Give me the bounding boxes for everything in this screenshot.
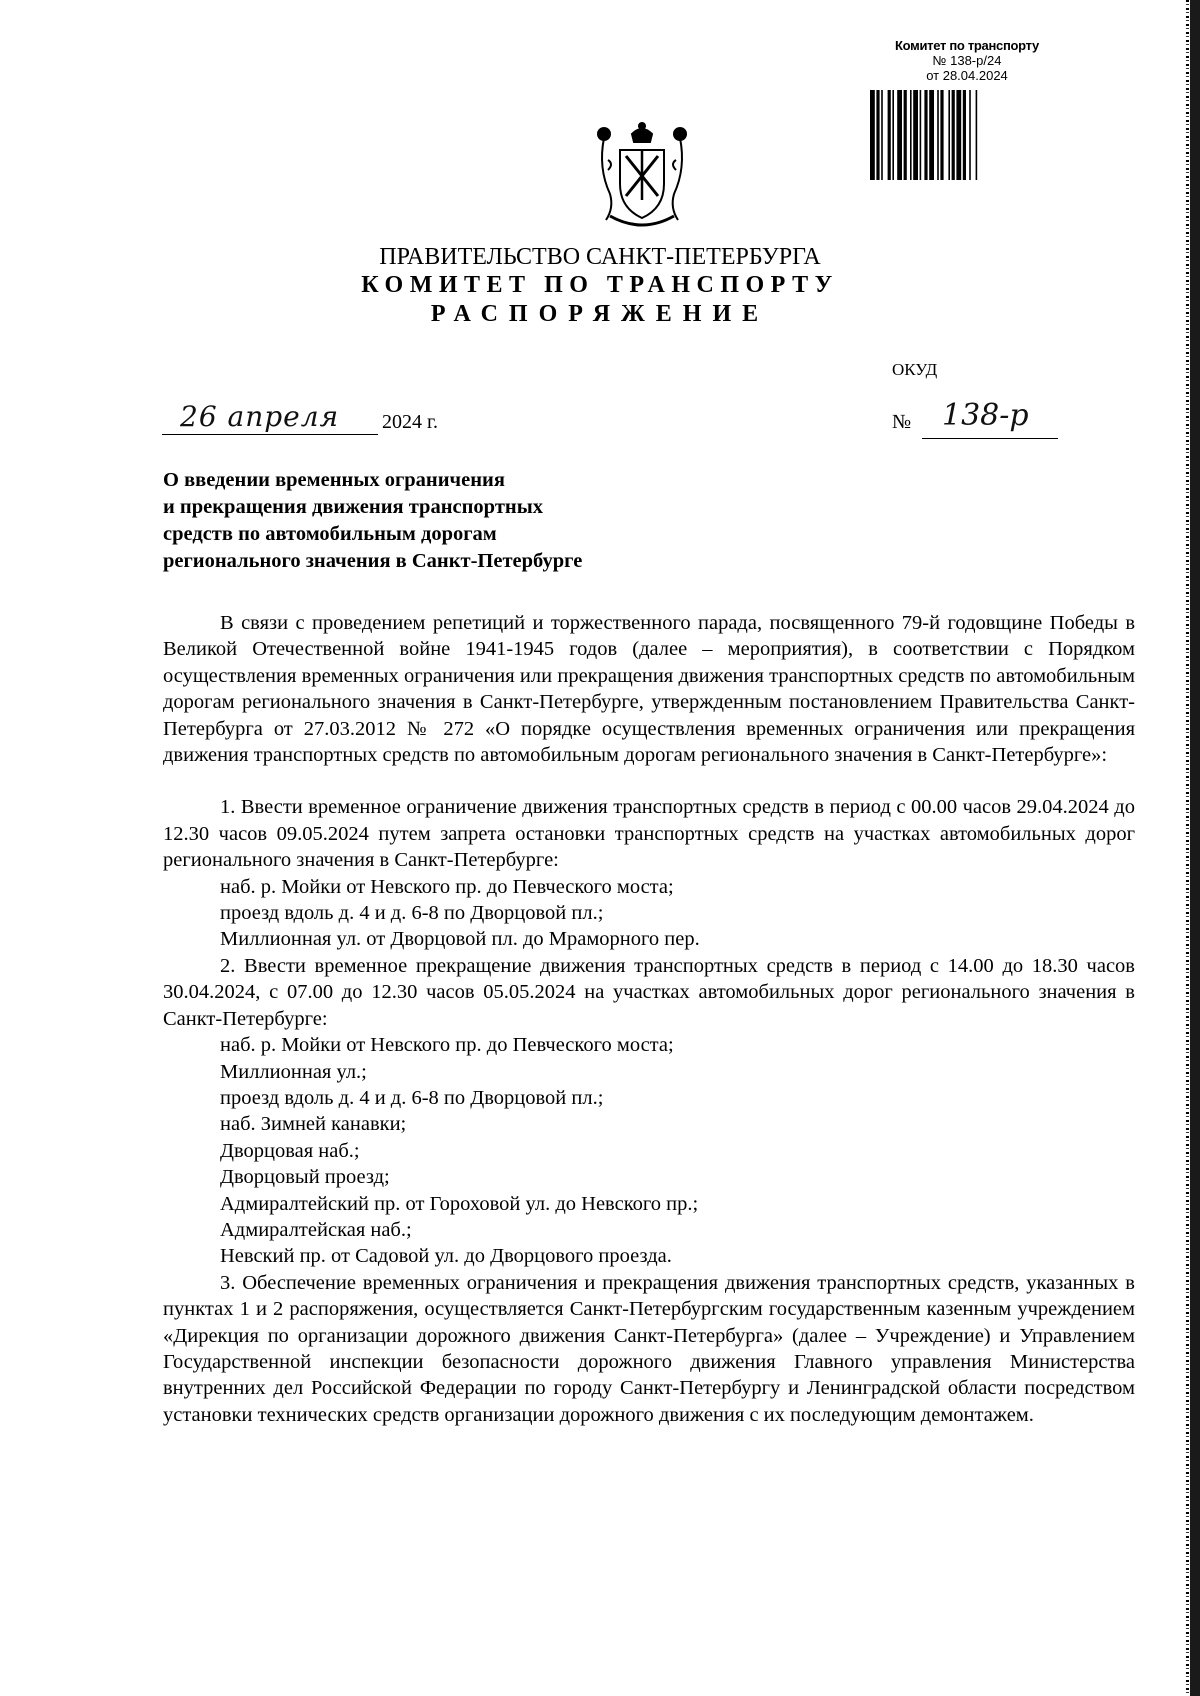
handwritten-date: 26 апреля	[180, 400, 340, 433]
stamp-organization: Комитет по транспорту	[895, 38, 1039, 53]
title-line: О введении временных ограничения	[163, 469, 505, 491]
road-item: Миллионная ул. от Дворцовой пл. до Мраморного пер.	[220, 928, 700, 951]
coat-of-arms-icon	[592, 120, 692, 232]
road-item: проезд вдоль д. 4 и д. 6-8 по Дворцовой пл.;	[220, 902, 604, 925]
preamble-paragraph: В связи с проведением репетиций и торжественного парада, посвященного 79-й годовщине Победы в Великой Отечественной войне 1941-1945 годов (далее – мероприятия), в соответствии с Порядком осуществления временных ограничения или прекращения движения транспортных средств по автомобильным дорогам регионального значения в Санкт-Петербурге, утвержденным постановлением Правительства Санкт-Петербурга от 27.03.2012 № 272 «О порядке осуществления временных ограничения или прекращения движения транспортных средств по автомобильным дорогам регионального значения в Санкт-Петербурге»:	[163, 612, 1135, 767]
title-line: средств по автомобильным дорогам	[163, 523, 497, 545]
road-item: наб. р. Мойки от Невского пр. до Певческого моста;	[220, 875, 674, 898]
item-3-paragraph: 3. Обеспечение временных ограничения и прекращения движения транспортных средств, указанных в пунктах 1 и 2 распоряжения, осуществляется Санкт-Петербургским государственным казенным учреждением «Дирекция по организации дорожного движения Санкт-Петербурга» (далее – Учреждение) и Управлением Государственной инспекции безопасности дорожного движения Главного управления Министерства внутренних дел Российской Федерации по городу Санкт-Петербургу и Ленинградской области посредством установки технических средств организации дорожного движения с их последующим демонтажем.	[163, 1271, 1135, 1426]
title-line: регионального значения в Санкт-Петербурге	[163, 550, 583, 572]
road-item: наб. Зимней канавки;	[220, 1113, 407, 1136]
road-item: Миллионная ул.;	[220, 1060, 367, 1083]
document-title	[163, 467, 783, 575]
stamp-number: № 138-р/24	[932, 53, 1002, 68]
road-item: проезд вдоль д. 4 и д. 6-8 по Дворцовой пл.;	[220, 1086, 604, 1109]
road-item: Дворцовый проезд;	[220, 1166, 390, 1189]
road-item: Адмиралтейская наб.;	[220, 1218, 412, 1241]
title-line: и прекращения движения транспортных	[163, 496, 543, 518]
item-2-paragraph: 2. Ввести временное прекращение движения транспортных средств в период с 14.00 до 18.30 часов 30.04.2024, с 07.00 до 12.30 часов 05.05.2024 на участках автомобильных дорог регионального значения в Санкт-Петербурге:	[163, 954, 1135, 1030]
committee-name: КОМИТЕТ ПО ТРАНСПОРТУ	[361, 272, 839, 298]
barcode-icon	[868, 90, 1030, 180]
number-sign: №	[892, 411, 912, 433]
document-header	[0, 243, 1200, 329]
road-item: Дворцовая наб.;	[220, 1139, 360, 1162]
registration-stamp	[878, 38, 1056, 83]
document-type: РАСПОРЯЖЕНИЕ	[430, 301, 770, 327]
handwritten-number: 138-р	[942, 398, 1029, 433]
document-body	[163, 610, 1135, 1428]
date-year: 2024 г.	[382, 411, 438, 433]
road-item: наб. р. Мойки от Невского пр. до Певческого моста;	[220, 1034, 674, 1057]
road-item: Невский пр. от Садовой ул. до Дворцового проезда.	[220, 1245, 672, 1268]
road-item: Адмиралтейский пр. от Гороховой ул. до Невского пр.;	[220, 1192, 699, 1215]
date-underline	[162, 434, 378, 435]
document-date	[162, 400, 462, 440]
item-1-paragraph: 1. Ввести временное ограничение движения транспортных средств в период с 00.00 часов 29.04.2024 до 12.30 часов 09.05.2024 путем запрета остановки транспортных средств на участках автомобильных дорог регионального значения в Санкт-Петербурге:	[163, 796, 1135, 872]
okud-label: ОКУД	[892, 360, 938, 379]
government-name: ПРАВИТЕЛЬСТВО САНКТ-ПЕТЕРБУРГА	[379, 244, 821, 270]
number-underline	[922, 438, 1058, 439]
stamp-date: от 28.04.2024	[926, 68, 1008, 83]
document-number	[892, 400, 1072, 440]
